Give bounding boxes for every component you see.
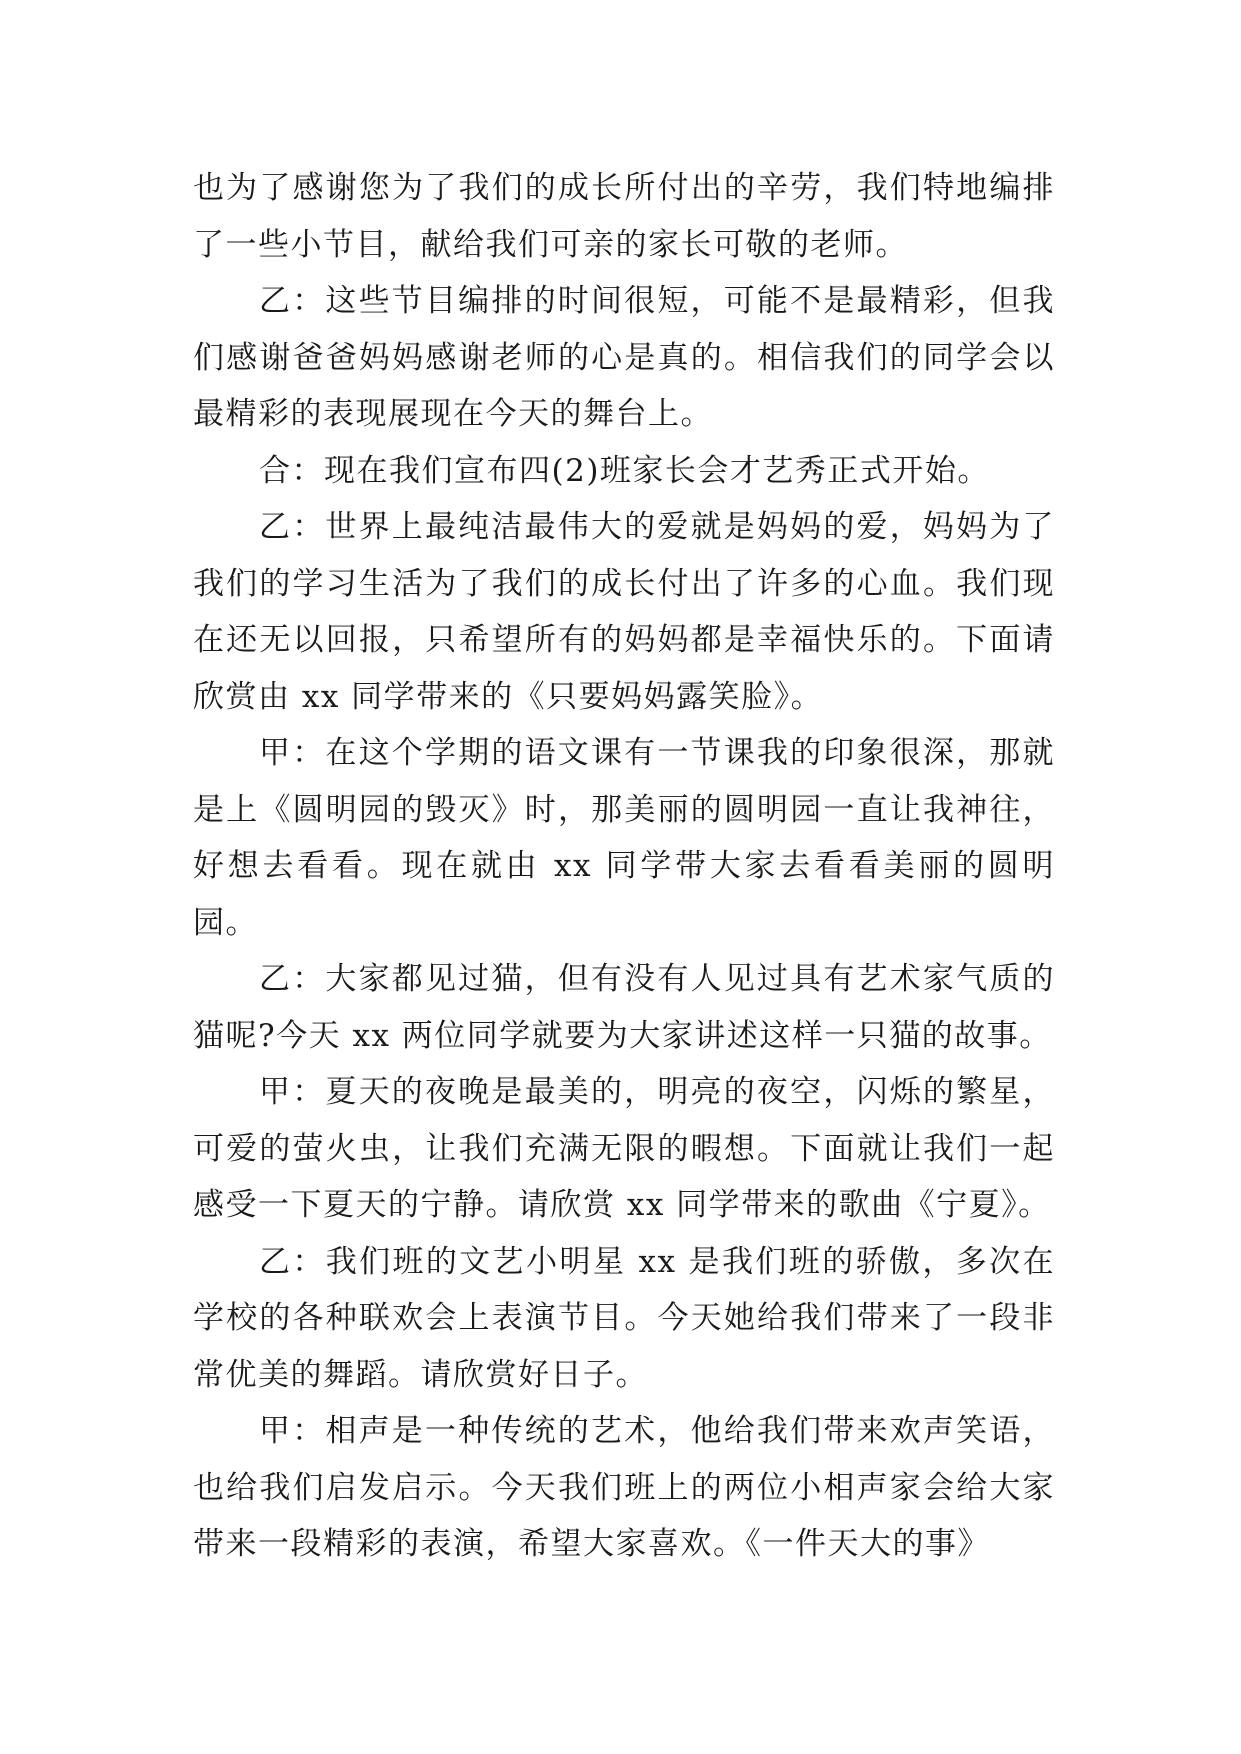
paragraph: 乙：我们班的文艺小明星 xx 是我们班的骄傲，多次在学校的各种联欢会上表演节目。今天她给我们带来了一段非常优美的舞蹈。请欣赏好日子。 [193, 1243, 1055, 1393]
paragraph: 甲：在这个学期的语文课有一节课我的印象很深，那就是上《圆明园的毁灭》时，那美丽的圆明园一直让我神往，好想去看看。现在就由 xx 同学带大家去看看美丽的圆明园。 [193, 735, 1055, 941]
paragraph: 甲：相声是一种传统的艺术，他给我们带来欢声笑语，也给我们启发启示。今天我们班上的两位小相声家会给大家带来一段精彩的表演，希望大家喜欢。《一件天大的事》 [193, 1413, 1055, 1562]
paragraph: 甲：夏天的夜晚是最美的，明亮的夜空，闪烁的繁星，可爱的萤火虫，让我们充满无限的暇想。下面就让我们一起感受一下夏天的宁静。请欣赏 xx 同学带来的歌曲《宁夏》。 [193, 1074, 1055, 1223]
paragraph-continuation: 也为了感谢您为了我们的成长所付出的辛劳，我们特地编排了一些小节目，献给我们可亲的家长可敬的老师。 [193, 170, 1055, 263]
paragraph: 合：现在我们宣布四(2)班家长会才艺秀正式开始。 [259, 452, 990, 489]
paragraph: 乙：大家都见过猫，但有没有人见过具有艺术家气质的猫呢?今天 xx 两位同学就要为大家讲述这样一只猫的故事。 [193, 961, 1055, 1054]
paragraph: 乙：世界上最纯洁最伟大的爱就是妈妈的爱，妈妈为了我们的学习生活为了我们的成长付出了许多的心血。我们现在还无以回报，只希望所有的妈妈都是幸福快乐的。下面请欣赏由 xx 同学带来的《只要妈妈露笑脸》。 [193, 509, 1055, 715]
document-body [193, 160, 1055, 1573]
paragraph: 乙：这些节目编排的时间很短，可能不是最精彩，但我们感谢爸爸妈妈感谢老师的心是真的。相信我们的同学会以最精彩的表现展现在今天的舞台上。 [193, 283, 1055, 432]
